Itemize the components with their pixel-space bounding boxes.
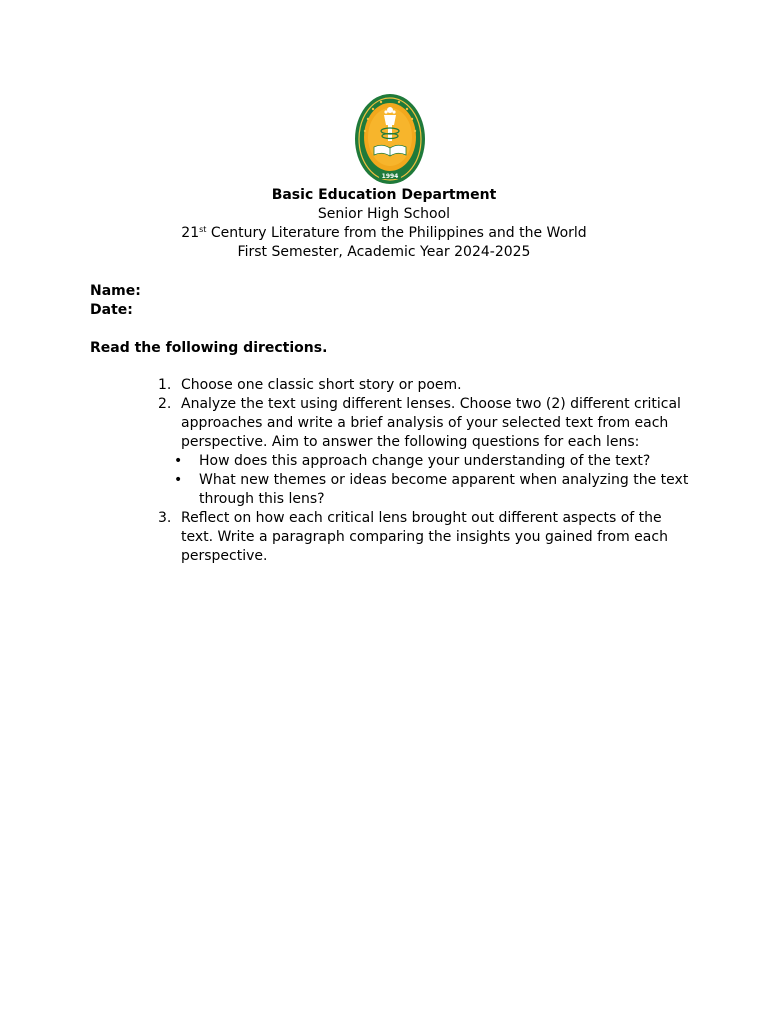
course-number: 21 <box>181 225 200 241</box>
term-line: First Semester, Academic Year 2024-2025 <box>237 244 531 260</box>
bullet-item <box>154 471 694 509</box>
list-text: Reflect on how each critical lens brought out different aspects of the text. Write a paragraph comparing the insights you gained from each perspective. <box>181 510 668 564</box>
document-header <box>0 186 768 262</box>
date-label: Date: <box>90 302 133 318</box>
list-text: Choose one classic short story or poem. <box>181 377 462 393</box>
bullet-text: What new themes or ideas become apparent when analyzing the text through this lens? <box>199 472 689 507</box>
bullet-glyph: • <box>174 453 183 469</box>
course-title <box>0 224 768 243</box>
bullet-glyph: • <box>174 472 183 488</box>
directions-list <box>154 376 694 566</box>
department-title: Basic Education Department <box>271 187 497 203</box>
course-name: Century Literature from the Philippines and the World <box>206 225 587 241</box>
list-item <box>154 376 694 395</box>
sub-bullet-list <box>154 452 694 509</box>
name-label: Name: <box>90 283 141 299</box>
svg-text:1994: 1994 <box>381 173 399 180</box>
course-ordinal: st <box>199 225 207 234</box>
list-text: Analyze the text using different lenses. Choose two (2) different critical approaches and write a brief analysis of your selected text from each perspective. Aim to answer the following questions for each lens: <box>181 396 681 450</box>
list-item <box>154 509 694 566</box>
directions-heading: Read the following directions. <box>90 340 328 356</box>
student-fields <box>90 282 141 320</box>
list-number: 2. <box>158 396 172 412</box>
list-number: 1. <box>158 377 172 393</box>
school-name: Senior High School <box>317 206 451 222</box>
list-item <box>154 395 694 452</box>
list-number: 3. <box>158 510 172 526</box>
bullet-item <box>154 452 694 471</box>
bullet-text: How does this approach change your understanding of the text? <box>199 453 651 469</box>
school-seal-logo <box>354 93 426 185</box>
